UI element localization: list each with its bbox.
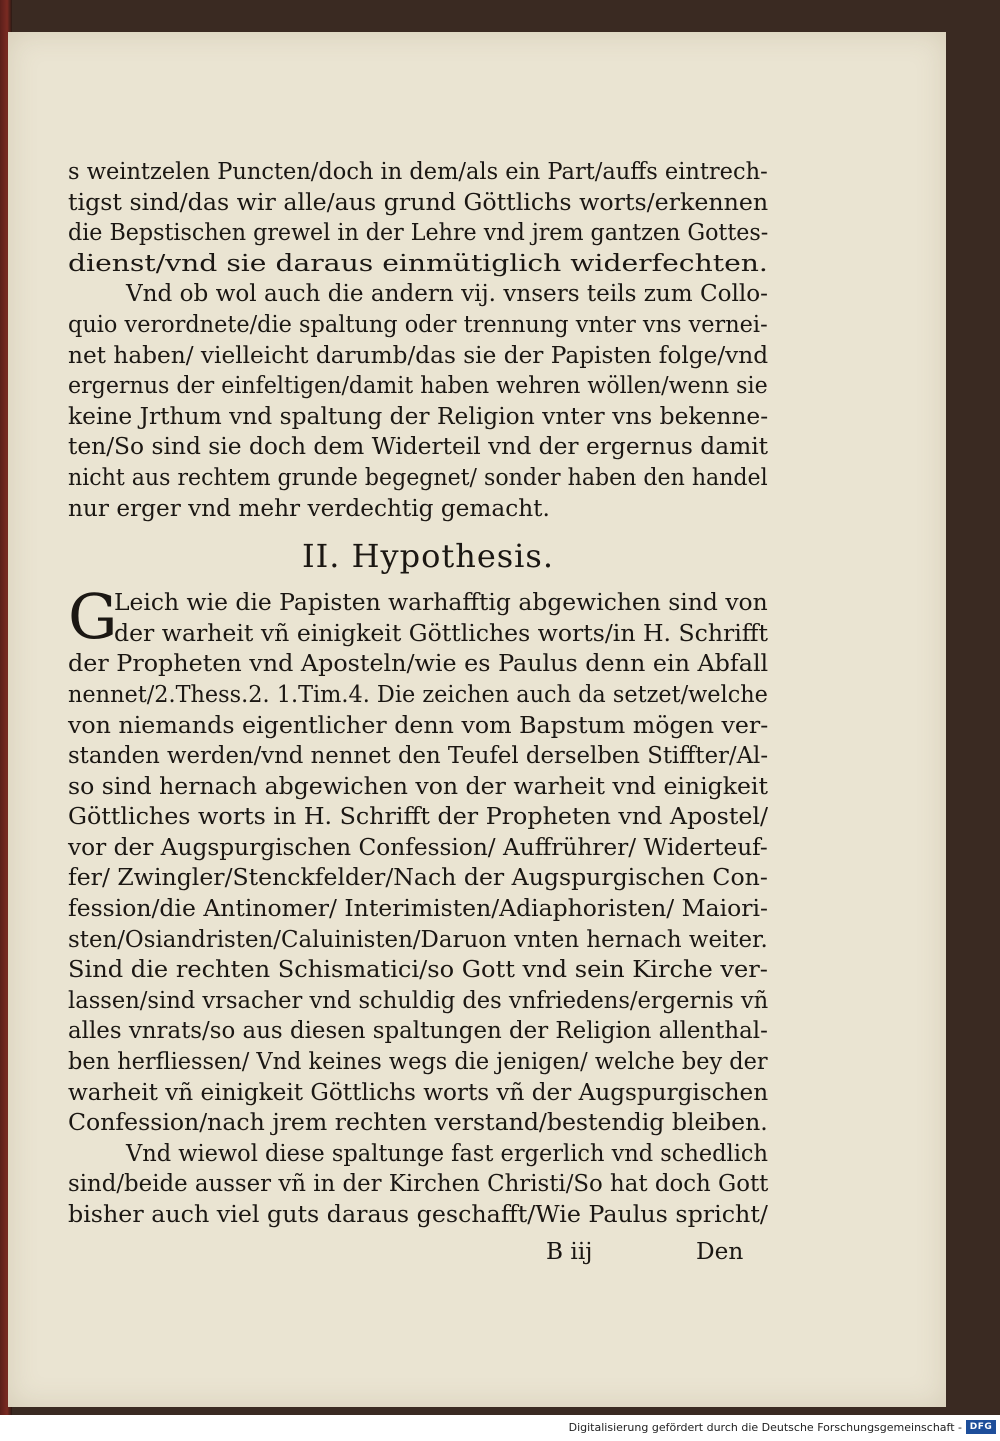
text-line: standen werden/vnd nennet den Teufel derselben Stiffter/Al-	[68, 742, 769, 770]
text-line: Confession/nach jrem rechten verstand/bestendig bleiben.	[68, 1109, 768, 1137]
text-line: Göttliches worts in H. Schrifft der Propheten vnd Apostel/	[68, 803, 769, 831]
text-line: so sind hernach abgewichen von der warheit vnd einigkeit	[68, 772, 768, 800]
section-heading: II. Hypothesis.	[301, 537, 554, 576]
text-line: quio verordnete/die spaltung oder trennung vnter vns vernei-	[68, 310, 768, 338]
text-line: keine Jrthum vnd spaltung der Religion vnter vns bekenne-	[68, 402, 769, 430]
text-line: nicht aus rechtem grunde begegnet/ sonder haben den handel	[68, 463, 768, 491]
text-line: nur erger vnd mehr verdechtig gemacht.	[68, 494, 550, 522]
text-line: ergernus der einfeltigen/damit haben wehren wöllen/wenn sie	[68, 372, 768, 400]
text-line: lassen/sind vrsacher vnd schuldig des vnfriedens/ergernis vñ	[68, 986, 769, 1014]
funding-credit: Digitalisierung gefördert durch die Deutsche Forschungsgemeinschaft -	[568, 1421, 962, 1434]
text-line: net haben/ vielleicht darumb/das sie der Papisten folge/vnd	[68, 341, 769, 369]
text-line: vor der Augspurgischen Confession/ Auffrührer/ Widerteuf-	[68, 833, 768, 861]
paragraph-with-drop-cap	[68, 580, 769, 654]
text-line: Vnd wiewol diese spaltunge fast ergerlich vnd schedlich	[126, 1139, 768, 1167]
credit-bar	[0, 1415, 1000, 1441]
dfg-logo-icon: DFG	[966, 1420, 996, 1434]
text-line: ben herfliessen/ Vnd keines wegs die jenigen/ welche bey der	[68, 1048, 768, 1076]
text-line: warheit vñ einigkeit Göttlichs worts vñ der Augspurgischen	[68, 1078, 769, 1106]
signature-mark: B iij	[546, 1237, 593, 1265]
text-line: nennet/2.Thess.2. 1.Tim.4. Die zeichen auch da setzet/welche	[68, 680, 768, 708]
text-line: bisher auch viel guts daraus geschafft/Wie Paulus spricht/	[68, 1201, 768, 1228]
text-line: fession/die Antinomer/ Interimisten/Adiaphoristen/ Maiori-	[68, 895, 768, 923]
page-footer	[68, 1237, 768, 1271]
text-line: die Bepstischen grewel in der Lehre vnd jrem gantzen Gottes-	[68, 219, 769, 247]
text-line: der Propheten vnd Aposteln/wie es Paulus denn ein Abfall	[68, 650, 769, 678]
drop-cap: G	[68, 580, 118, 654]
text-line: der warheit vñ einigkeit Göttliches worts/in H. Schrifft	[114, 619, 769, 647]
text-line: Leich wie die Papisten warhafftig abgewichen sind von	[114, 589, 768, 617]
text-line: sind/beide ausser vñ in der Kirchen Christi/So hat doch Gott	[68, 1170, 769, 1198]
text-line: Vnd ob wol auch die andern vij. vnsers teils zum Collo-	[126, 280, 768, 308]
text-line: fer/ Zwingler/Stenckfelder/Nach der Augspurgischen Con-	[68, 864, 768, 892]
catchword: Den	[696, 1237, 744, 1265]
text-line: ten/So sind sie doch dem Widerteil vnd der ergernus damit	[68, 433, 769, 461]
page-text-block	[68, 157, 768, 1271]
text-line: Sind die rechten Schismatici/so Gott vnd sein Kirche ver-	[68, 956, 768, 984]
book-page	[8, 32, 946, 1407]
text-line: sten/Osiandristen/Caluinisten/Daruon vnten hernach weiter.	[68, 925, 768, 953]
text-line: alles vnrats/so aus diesen spaltungen der Religion allenthal-	[68, 1017, 768, 1045]
text-line: dienst/vnd sie daraus einmütiglich widerfechten.	[68, 249, 768, 277]
text-line: tigst sind/das wir alle/aus grund Göttlichs worts/erkennen	[68, 188, 769, 216]
text-line: s weintzelen Puncten/doch in dem/als ein Part/auffs eintrech-	[68, 158, 768, 185]
text-line: von niemands eigentlicher denn vom Bapstum mögen ver-	[68, 711, 769, 739]
